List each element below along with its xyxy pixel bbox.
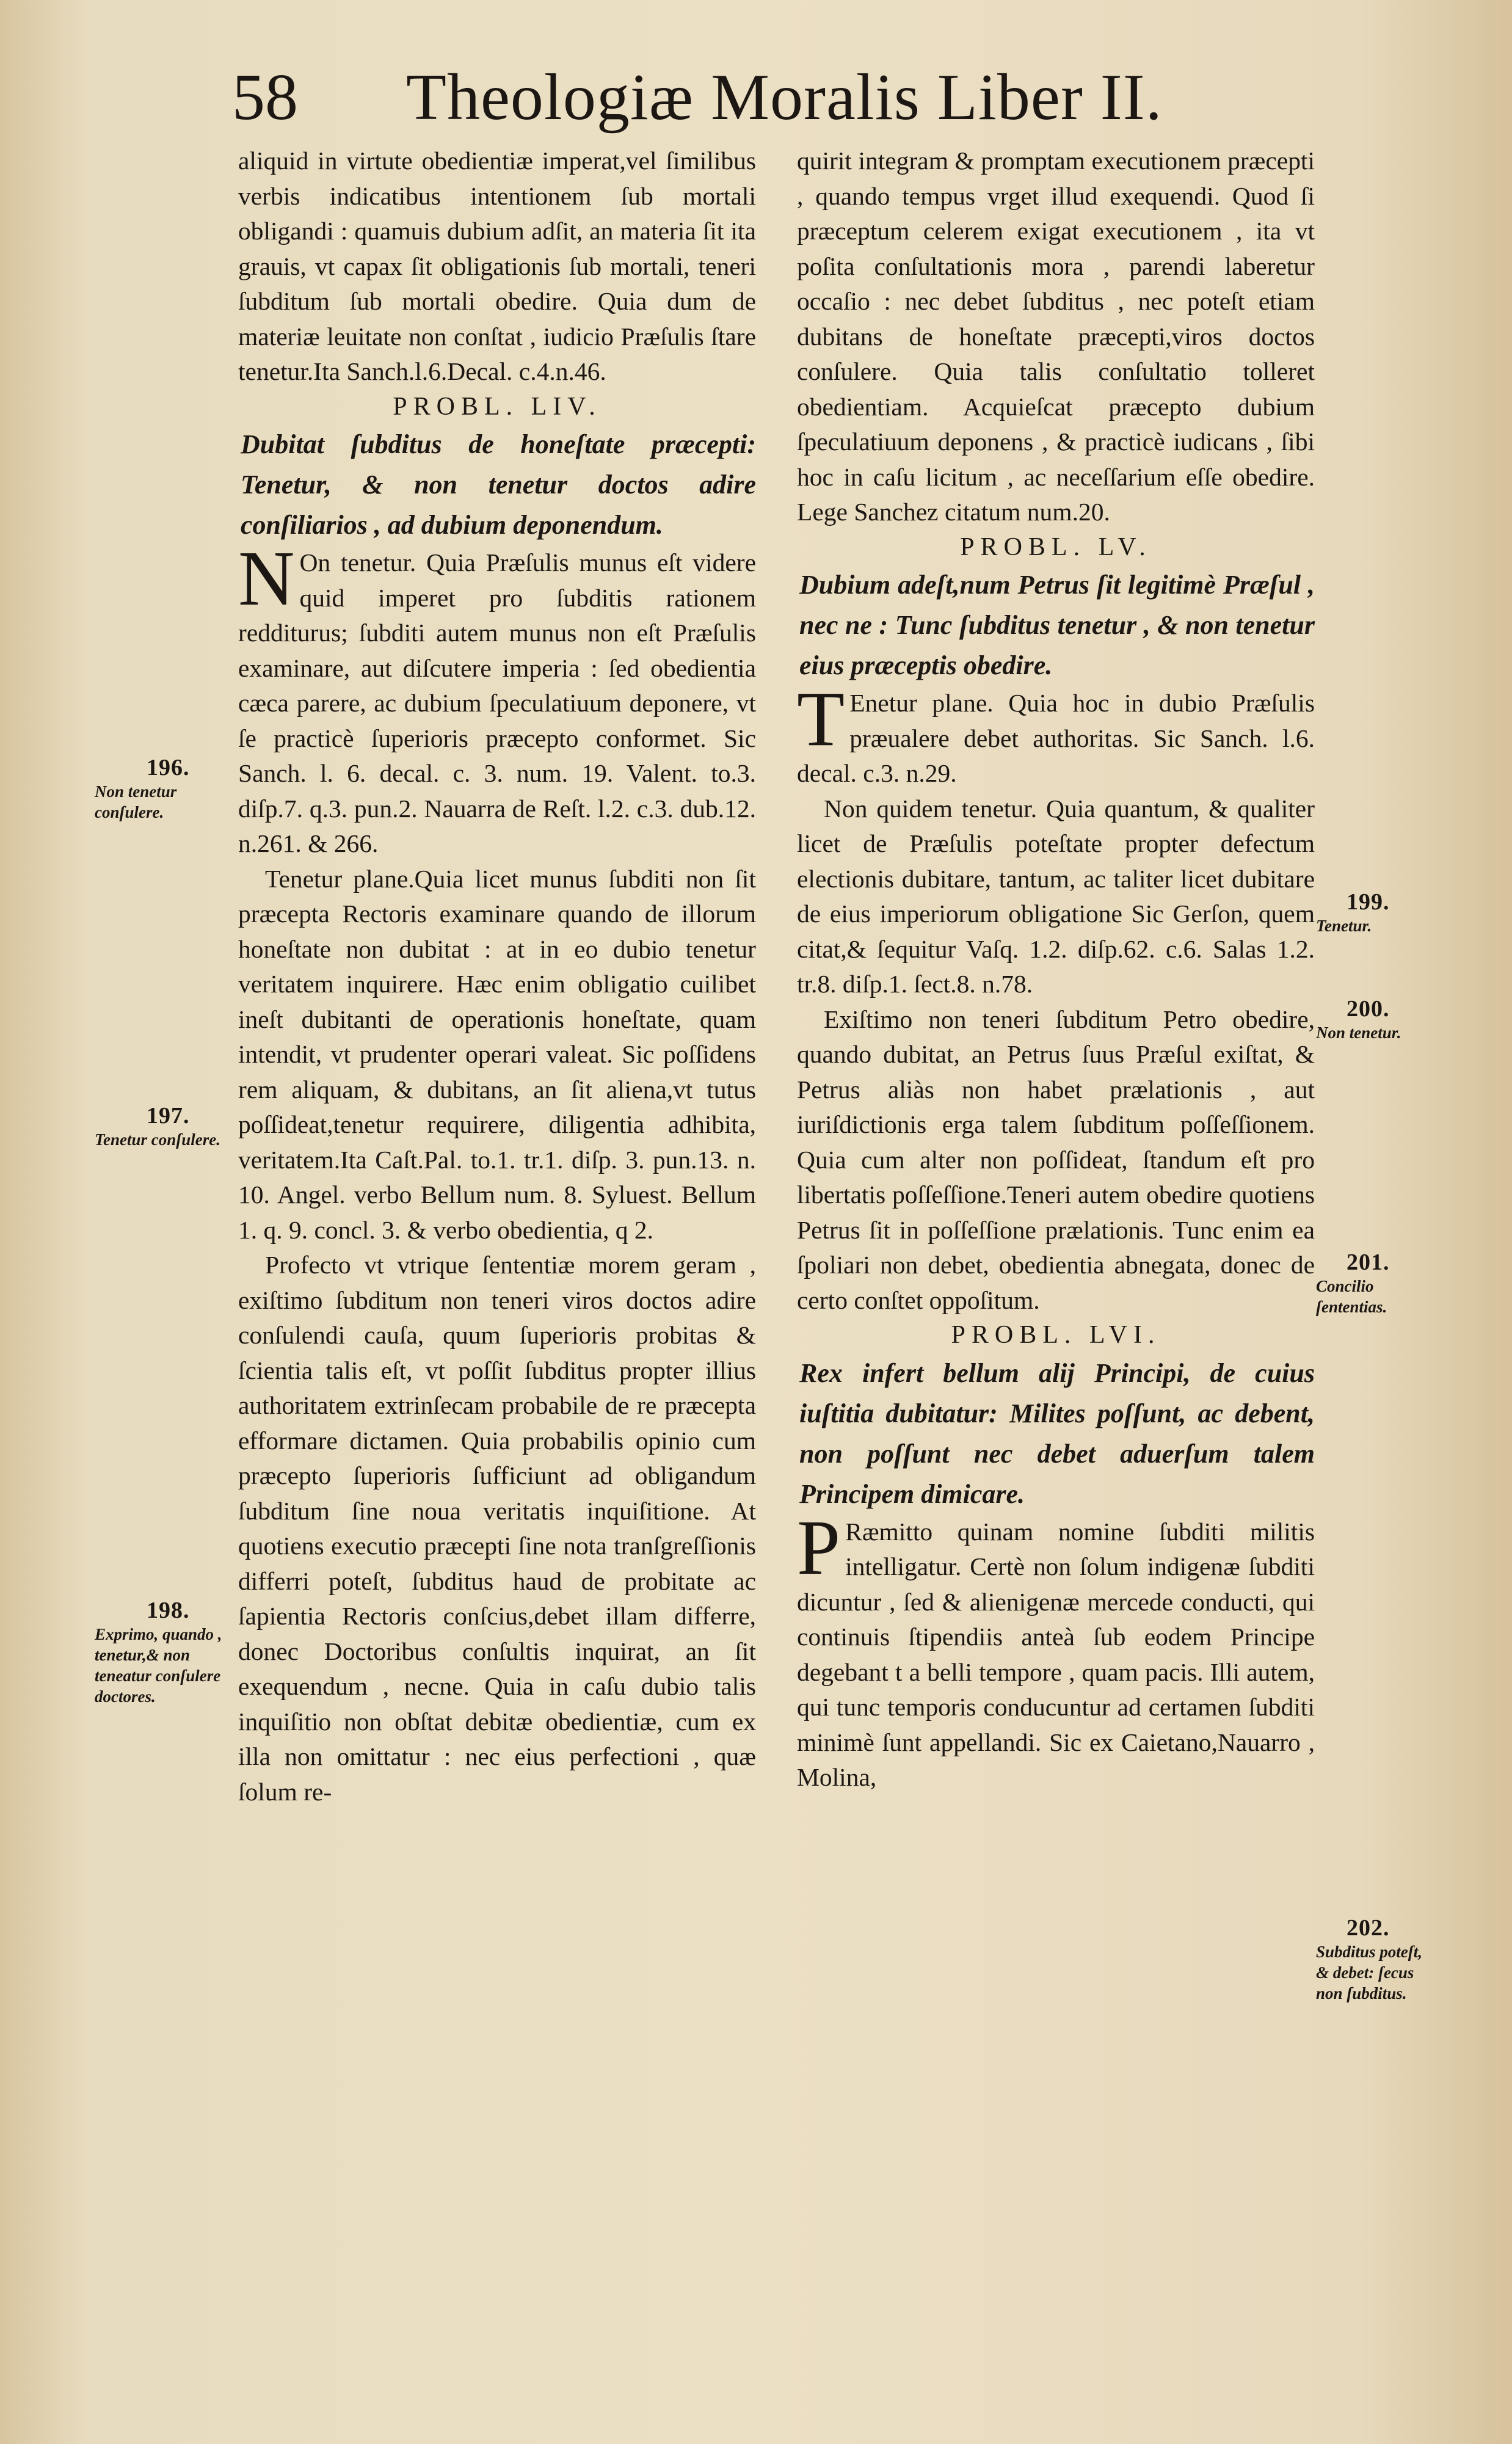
margin-note-number: 199. (1347, 889, 1390, 915)
drop-cap: T (797, 675, 845, 762)
drop-cap: P (797, 1504, 841, 1591)
page-number: 58 (232, 61, 298, 134)
question-lvi: Rex infert bellum alij Principi, de cuius iuſtitia dubitatur: Milites poſſunt, ac debent, non poſſunt nec debet aduerſum talem Principem dimicare. (799, 1358, 1315, 1509)
margin-note-201 (1316, 1249, 1438, 1317)
paragraph-202 (797, 1504, 1315, 1795)
margin-note-text: Non tenetur. (1316, 1024, 1401, 1042)
paragraph-196-text: On tenetur. Quia Præſulis munus eſt videre quid imperet pro ſubditis rationem redditurus; ſubditi autem munus non eſt Præſulis examinare, aut diſcutere imperia : ſed obedientia cæca parere, ac dubium ſpeculatiuum deponere, vt ſe practicè ſuperioris præcepto conformet. Sic Sanch. l. 6. decal. c. 3. num. 19. Valent. to.3. diſp.7. q.3. pun.2. Nauarra de Reſt. l.2. c.3. dub.12. n.261. & 266. (238, 548, 756, 857)
paragraph-199 (797, 675, 1315, 791)
page-header (232, 58, 1185, 137)
question-liv: Dubitat ſubditus de honeſtate præcepti: Tenetur, & non tenetur doctos adire conſiliarios , ad dubium deponendum. (241, 429, 756, 540)
margin-note-198 (95, 1597, 229, 1707)
problem-heading-liv: PROBL. LIV. (393, 392, 602, 421)
margin-note-text: Exprimo, quando , tenetur,& non teneatur conſulere doctores. (95, 1625, 222, 1706)
margin-note-number: 198. (147, 1598, 190, 1623)
margin-note-number: 201. (1347, 1249, 1390, 1275)
margin-note-text: Concilio ſententias. (1316, 1277, 1387, 1316)
problem-heading-lv: PROBL. LV. (960, 533, 1152, 561)
margin-note-number: 197. (147, 1103, 190, 1129)
margin-note-202 (1316, 1915, 1438, 2004)
margin-note-197 (95, 1102, 229, 1150)
paragraph-201: Exiſtimo non teneri ſubditum Petro obedire, quando dubitat, an Petrus ſuus Præſul exiſtat, & Petrus aliàs non habet prælationis , aut iuriſdictionis erga talem ſubditum poſſeſſionem. Quia cum alter non poſſideat, ſtandum eſt pro libertatis poſſeſſione.Teneri autem obedire quotiens Petrus ſit in poſſeſſione prælationis. Tunc enim ea ſpoliari non debet, obedientia abnegata, donec de certo conſtet oppoſitum. (797, 1005, 1315, 1314)
margin-note-number: 202. (1347, 1915, 1390, 1941)
running-title: Theologiæ Moralis Liber II. (406, 61, 1163, 134)
margin-note-text: Tenetur. (1316, 917, 1372, 935)
paragraph-197: Tenetur plane.Quia licet munus ſubditi non ſit præcepta Rectoris examinare quando de illorum honeſtate non dubitat : at in eo dubio tenetur veritatem inquirere. Hæc enim obligatio cuilibet ineſt dubitanti de operationis honeſtate, quam intendit, vt prudenter operari valeat. Sic poſſidens rem aliquam, & dubitans, an ſit aliena,vt tutus poſſideat,tenetur requirere, diligentia adhibita, veritatem.Ita Caſt.Pal. to.1. tr.1. diſp. 3. pun.13. n. 10. Angel. verbo Bellum num. 8. Syluest. Bellum 1. q. 9. concl. 3. & verbo obedientia, q 2. (238, 864, 756, 1244)
margin-note-text: Non tenetur conſulere. (95, 782, 177, 821)
paragraph-196 (238, 535, 756, 862)
paragraph-continuation: aliquid in virtute obedientiæ imperat,vel ſimilibus verbis indicatibus intentionem ſub mortali obligandi : quamuis dubium adſit, an materia ſit ita grauis, vt capax ſit obligationis ſub mortali, teneri ſubditum ſub mortali obedire. Quia dum de materiæ leuitate non conſtat , iudicio Præſulis ſtare tenetur.Ita Sanch.l.6.Decal. c.4.n.46. (238, 147, 756, 385)
margin-note-number: 196. (147, 755, 190, 780)
problem-heading-lvi: PROBL. LVI. (951, 1321, 1161, 1349)
drop-cap: N (238, 535, 295, 622)
paragraph-202-text: Ræmitto quinam nomine ſubditi militis intelligatur. Certè non ſolum indigenæ ſubditi dicuntur , ſed & alienigenæ mercede conducti, qui continuis ſtipendiis anteà ſub eodem Principe degebant t a belli tempore , quam pacis. Illi autem, qui tunc temporis conducuntur ad certamen ſubditi minimè ſunt appellandi. Sic ex Caietano,Nauarro , Molina, (797, 1517, 1315, 1791)
paragraph-199-text: Enetur plane. Quia hoc in dubio Præſulis præualere debet authoritas. Sic Sanch. l.6. decal. c.3. n.29. (797, 689, 1315, 787)
paragraph-200: Non quidem tenetur. Quia quantum, & qualiter licet de Præſulis poteſtate propter defectum electionis dubitare, tantum, ac taliter licet dubitare de eius imperiorum obligatione Sic Gerſon, quem citat,& ſequitur Vaſq. 1.2. diſp.62. c.6. Salas 1.2. tr.8. diſp.1. ſect.8. n.78. (797, 794, 1315, 998)
paragraph-198: Profecto vt vtrique ſententiæ morem geram , exiſtimo ſubditum non teneri viros doctos adire conſulendi cauſa, quum ſuperioris probitas & ſcientia talis eſt, vt poſſit ſubditus propter illius authoritatem extrinſecam probabile de re præcepta efformare dictamen. Quia probabilis opinio cum præcepto ſuperioris ſufficiunt ad obligandum ſubditum ſine noua veritatis inquiſitione. At quotiens executio præcepti ſine nota tranſgreſſionis differri poteſt, ſubditus haud de probitate ac ſapientia Rectoris conſcius,debet illam differre, donec Doctoribus conſultis inquirat, an ſit exequendum , necne. Quia in caſu dubio talis inquiſitio non obſtat debitæ obedientiæ, cum ex illa non omittatur : nec eius perfectioni , quæ ſolum re- (238, 1251, 756, 1806)
right-column (797, 144, 1315, 1795)
margin-note-text: Tenetur conſulere. (95, 1130, 221, 1149)
margin-note-199 (1316, 889, 1438, 936)
left-column (238, 144, 756, 1809)
margin-note-text: Subditus poteſt, & debet: ſecus non ſubditus. (1316, 1943, 1423, 2002)
margin-note-196 (95, 754, 229, 823)
question-lv: Dubium adeſt,num Petrus ſit legitimè Præſul , nec ne : Tunc ſubditus tenetur , & non tenetur eius præceptis obedire. (799, 570, 1315, 680)
margin-note-number: 200. (1347, 996, 1390, 1022)
margin-note-200 (1316, 995, 1438, 1043)
paragraph-continuation: quirit integram & promptam executionem præcepti , quando tempus vrget illud exequendi. Quod ſi præceptum celerem exigat executionem , ita vt poſita conſultationis mora , parendi laberetur occaſio : nec debet ſubditus , nec poteſt etiam dubitans de honeſtate præcepti,viros doctos conſulere. Quia talis conſultatio tolleret obedientiam. Acquieſcat præcepto dubium ſpeculatiuum deponens , & practicè iudicans , ſibi hoc in caſu licitum , ac neceſſarium eſſe obedire. Lege Sanchez citatum num.20. (797, 147, 1315, 526)
